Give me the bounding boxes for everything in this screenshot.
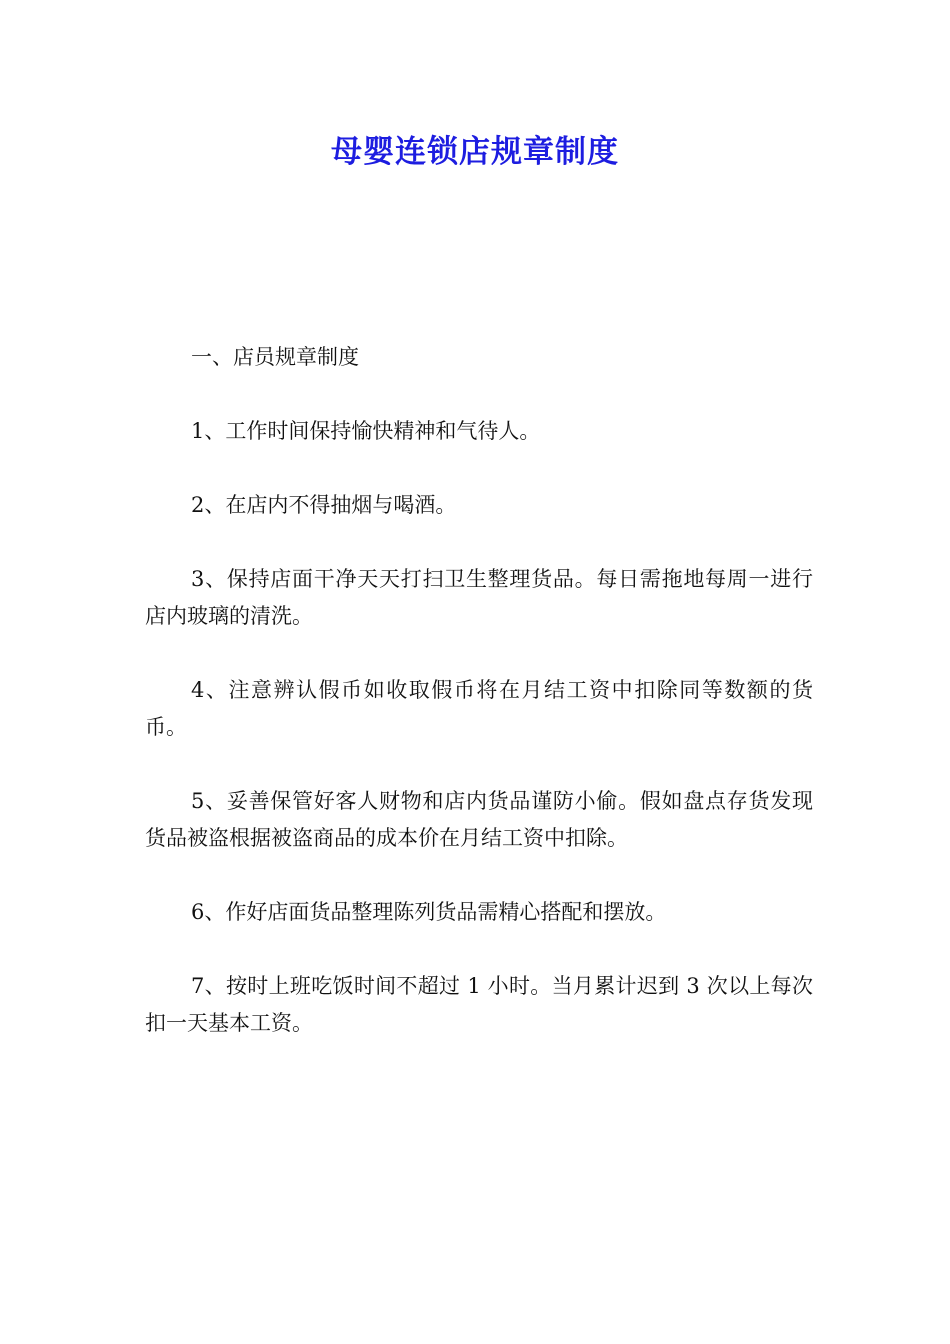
- rule-item: 5、妥善保管好客人财物和店内货品谨防小偷。假如盘点存货发现货品被盗根据被盗商品的成本价在月结工资中扣除。: [145, 789, 813, 850]
- rule-item: 3、保持店面干净天天打扫卫生整理货品。每日需拖地每周一进行店内玻璃的清洗。: [145, 567, 813, 628]
- rule-item: 2、在店内不得抽烟与喝酒。: [191, 493, 457, 517]
- document-body: [145, 339, 813, 1079]
- document-title: 母婴连锁店规章制度: [331, 134, 619, 170]
- rule-item: 4、注意辨认假币如收取假币将在月结工资中扣除同等数额的货币。: [145, 678, 813, 739]
- section-heading: 一、店员规章制度: [191, 345, 359, 369]
- rule-item: 6、作好店面货品整理陈列货品需精心搭配和摆放。: [191, 900, 667, 924]
- rule-item: 7、按时上班吃饭时间不超过 1 小时。当月累计迟到 3 次以上每次扣一天基本工资。: [145, 974, 813, 1035]
- rule-item: 1、工作时间保持愉快精神和气待人。: [191, 419, 541, 443]
